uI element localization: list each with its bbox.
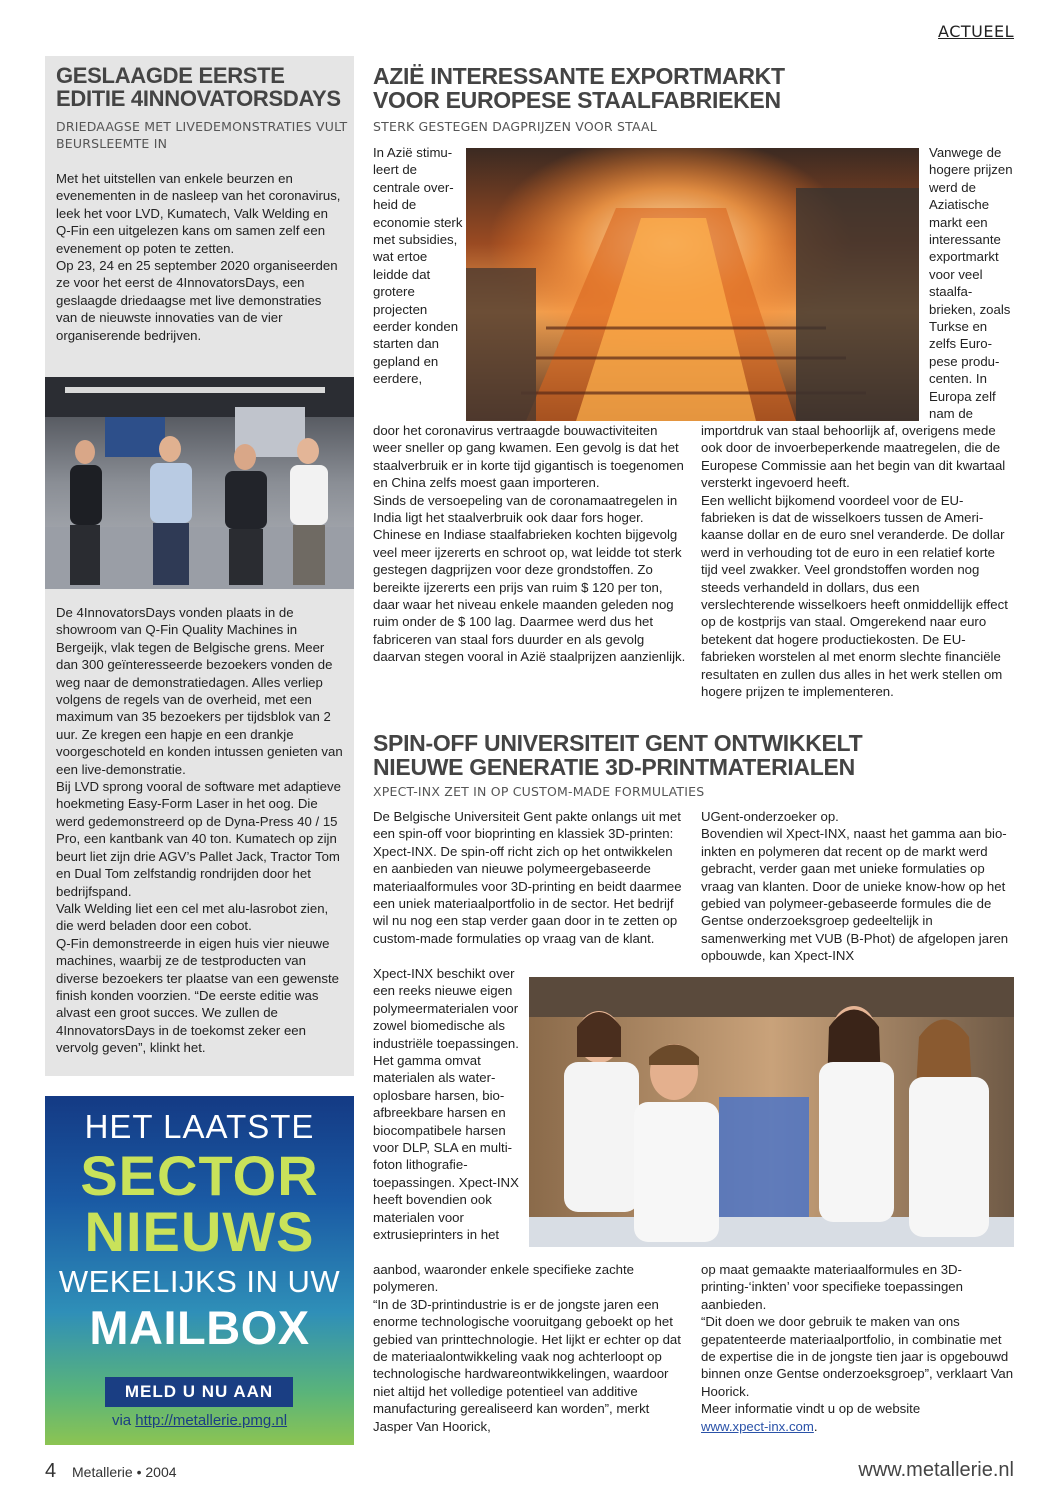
website-link[interactable]: www.xpect-inx.com [701, 1418, 814, 1434]
article2-left-wrap: Xpect-INX beschikt over een reeks nieuwe eigen polymeermaterialen voor zowel biomedische als industriële toepassingen. Het gamma omvat materialen als wateroplosbare harsen, bioafbreekbare harsen en biocompatibele harsen voor DLP, SLA en multifoton lithografietoepassingen. Xpect-INX heeft bovendien ook materialen voor extrusieprinters in het [373, 966, 519, 1243]
article1-subtitle: STERK GESTEGEN DAGPRIJZEN VOOR STAAL [373, 119, 657, 134]
subscribe-button[interactable]: MELD U NU AAN [105, 1377, 293, 1407]
article1-left-wrap: In Azië stimuleert de centrale overheid de economie sterk met subsidies, wat ertoe leidde dat grotere projecten eerder konden starten dan gepland en eerdere, [373, 145, 463, 387]
footer-website[interactable]: www.metallerie.nl [858, 1459, 1014, 1481]
ad-url-line [45, 1412, 354, 1429]
article1-column-2: importdruk van staal behoorlijk af, overigens mede ook door de invoerbeperkende maatregelen, die de Europese Commissie aan het begin van dit kwartaal versterkt ingevoerd heeft. Een wellicht bijkomend voordeel voor de EU-fabrieken is dat de wisselkoers tussen de Amerikaanse dollar en de euro snel veranderde. De dollar werd in verhouding tot de euro in een relatief korte tijd veel zwakker. Veel grondstoffen worden nog steeds verhandeld in dollars, dus een verslechterende wisselkoers heeft onmiddellijk effect op de kostprijs van staal. Omgerekend naar euro betekent dat hogere productiekosten. De EU-fabrieken worstelen al met enorm slechte financiële resultaten en zullen dus alles in het werk stellen om hogere prijzen te implementeren. [701, 423, 1008, 700]
link-suffix: . [813, 1418, 818, 1434]
sidebar-subtitle: DRIEDAAGSE MET LIVEDEMONSTRATIES VULT BEURSLEEMTE IN [56, 119, 348, 151]
sidebar-title: GESLAAGDE EERSTE EDITIE 4INNOVATORSDAYS [56, 63, 341, 111]
ad-line-1: HET LAATSTE [84, 1108, 315, 1145]
article1-column-1: door het coronavirus vertraagde bouwactiviteiten weer sneller op gang kwamen. Een gevolg is dat het staalverbruik er in korte tijd gigantisch is toegenomen en China zelfs moest gaan importeren. Sinds de versoepeling van de coronamaatregelen in India ligt het staalverbruik ook daar fors hoger. Chinese en Indiase staalfabrieken kochten bijgevolg veel meer ijzererts en schroot op, wat leidde tot sterk gestegen dagprijzen voor deze grondstoffen. Zo bereikte ijzererts een prijs van ruim $ 120 per ton, daar waar het niveau enkele maanden geleden nog ruim onder de $ 100 lag. Daarmee werd dus het fabriceren van staal fors duurder en als gevolg daarvan stegen vooral in Azië staalprijzen aanzienlijk. [373, 423, 686, 665]
ad-url-link[interactable]: http://metallerie.pmg.nl [135, 1412, 288, 1429]
newsletter-ad[interactable] [45, 1096, 354, 1445]
ad-line-4: WEKELIJKS IN UW [58, 1264, 341, 1299]
article2-column-2-text: op maat gemaakte materiaalformules en 3D-printing-‘inkten’ voor specifieke toepassingen aanbieden. “Dit doen we door gebruik te maken van ons gepatenteerde materiaalportfolio, in combinatie met de expertise die in de jongste tien jaar is opgebouwd binnen onze Gentse onderzoeksgroep”, verklaart Van Hoorick. Meer informatie vindt u op de website [701, 1262, 1014, 1417]
sidebar-paragraph-2: De 4InnovatorsDays vonden plaats in de showroom van Q-Fin Quality Machines in Bergeijk, vlak tegen de Belgische grens. Meer dan 300 geïnteresseerde bezoekers vonden de weg naar de demonstratiedagen. Alles verliep volgens de regels van de overheid, met een maximum van 35 bezoekers per tijdsblok van 2 uur. Ze kregen een hapje en een drankje voorgeschoteld en konden intussen genieten van een live-demonstratie. Bij LVD sprong vooral de software met adaptieve hoekmeting Easy-Form Laser in het oog. Die werd gedemonstreerd op de Dyna-Press 40 / 15 Pro, een kantbank van 40 ton. Kumatech op zijn beurt liet zijn drie AGV’s Pallet Jack, Tractor Tom en Dual Tom zelfstandig rondrijden door het bedrijfspand. Valk Welding liet een cel met alu-lasrobot zien, die werd beladen door een cobot. Q-Fin demonstreerde in eigen huis vier nieuwe machines, waarbij ze de testproducten van diverse bezoekers ter plaatse van een gewenste finish konden voorzien. “De eerste editie was alvast een groot succes. We zullen de 4InnovatorsDays in de toekomst zeker een vervolg geven”, klinkt het. [56, 605, 343, 1056]
lab-team-photo [529, 977, 1014, 1247]
ad-line-5: MAILBOX [89, 1301, 310, 1354]
sidebar-paragraph-1: Met het uitstellen van enkele beurzen en evenementen in de nasleep van het coronavirus, leek het voor LVD, Kumatech, Valk Welding en Q-Fin een uitgelezen kans om samen zelf een evenement op poten te zetten. Op 23, 24 en 25 september 2020 organiseerden ze voor het eerst de 4InnovatorsDays, een geslaagde driedaagse met live demonstraties van de nieuwste innovaties van de vier organiserende bedrijven. [56, 171, 341, 343]
article1-right-wrap: Vanwege de hogere prijzen werd de Aziatische markt een interessante exportmarkt voor veel staalfabrieken, zoals Turkse en zelfs Europese producenten. In Europa zelf nam de [929, 145, 1013, 422]
section-label: ACTUEEL [938, 22, 1014, 41]
article1-title: AZIË INTERESSANTE EXPORTMARKT VOOR EUROPESE STAALFABRIEKEN [373, 63, 785, 113]
event-photo [45, 377, 354, 589]
steel-mill-photo [466, 148, 919, 421]
article2-subtitle: XPECT-INX ZET IN OP CUSTOM-MADE FORMULATIES [373, 784, 705, 799]
article2-column-2: UGent-onderzoeker op. Bovendien wil Xpect-INX, naast het gamma aan bio-inkten en polymeren dat recent op de markt werd gebracht, verder gaan met unieke formulaties op vraag van klanten. Door de unieke know-how op het gebied van polymeer-gebaseerde formules die de Gentse onderzoeksgroep gedeeltelijk in samenwerking met VUB (B-Phot) de afgelopen jaren opbouwde, kan Xpect-INX [701, 809, 1009, 964]
article2-column-1-continued: aanbod, waaronder enkele specifieke zachte polymeren. “In de 3D-printindustrie is er de jongste jaren een enorme technologische vooruitgang geboekt op het gebied van printtechnologie. Het lijkt er echter op dat de materiaalontwikkeling vaak nog achterloopt op technologische hardwareontwikkelingen, waardoor niet altijd het volledige potentieel van additive manufacturing gerealiseerd kan worden”, merkt Jasper Van Hoorick, [373, 1262, 681, 1434]
article2-column-1: De Belgische Universiteit Gent pakte onlangs uit met een spin-off voor bioprinting en klassiek 3D-printen: Xpect-INX. De spin-off richt zich op het ontwikkelen en aanbieden van nieuwe polymeergebaseerde materiaalformules voor 3D-printing en beidt daarmee een uniek materiaalportfolio in de sector. Het bedrijf wil nu nog een stap verder gaan door in te zetten op custom-made formulaties op vraag van de klant. [373, 809, 682, 946]
ad-line-3: NIEUWS [84, 1200, 315, 1263]
publication-name: Metallerie • 2004 [72, 1464, 177, 1480]
page-number: 4 [45, 1460, 57, 1482]
ad-url-prefix: via [111, 1412, 136, 1429]
ad-line-2: SECTOR [80, 1144, 319, 1207]
article2-title: SPIN-OFF UNIVERSITEIT GENT ONTWIKKELT NIEUWE GENERATIE 3D-PRINTMATERIALEN [373, 730, 863, 780]
article2-column-2-continued [701, 1261, 1015, 1435]
